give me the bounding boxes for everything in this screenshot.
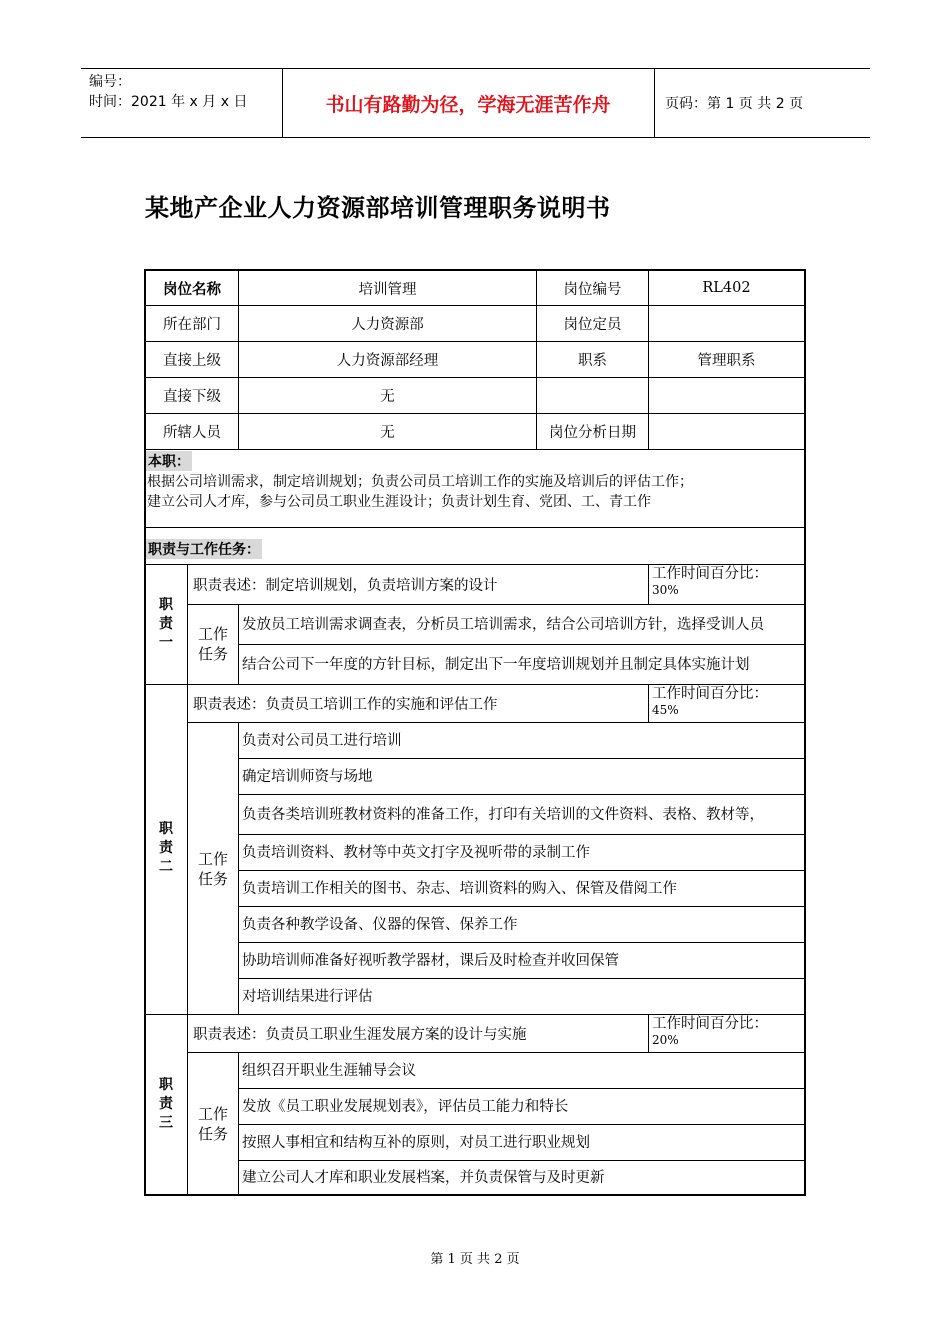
duty-statement: 职责表述：负责员工培训工作的实施和评估工作	[187, 684, 649, 723]
task-item: 负责各种教学设备、仪器的保管、保养工作	[238, 906, 806, 943]
page-footer: 第 1 页 共 2 页	[430, 1252, 520, 1267]
work-label: 工作 任务	[197, 625, 228, 663]
cell-key: 岗位分析日期	[536, 413, 649, 450]
cell-value: 无	[238, 413, 537, 450]
duty-name-text: 职 责 一	[159, 597, 173, 651]
header-motto: 书山有路勤为径，学海无涯苦作舟	[325, 93, 611, 116]
cell-value: 人力资源部	[238, 305, 537, 342]
task-item: 按照人事相宜和结构互补的原则，对员工进行职业规划	[238, 1124, 806, 1161]
task-item: 建立公司人才库和职业发展档案，并负责保管与及时更新	[238, 1160, 806, 1196]
work-label: 工作 任务	[197, 850, 228, 888]
cell-value	[648, 377, 806, 414]
role-line: 建立公司人才库，参与公司员工职业生涯设计；负责计划生育、党团、工、青工作	[147, 494, 651, 510]
cell-value: 管理职系	[648, 341, 806, 378]
header-page-info: 页码：第 1 页 共 2 页	[665, 96, 804, 112]
task-item: 负责对公司员工进行培训	[238, 722, 806, 759]
cell-key: 职系	[536, 341, 649, 378]
cell-key: 直接上级	[144, 341, 239, 378]
cell-key: 所辖人员	[144, 413, 239, 450]
cell-key	[536, 377, 649, 414]
task-item: 组织召开职业生涯辅导会议	[238, 1052, 806, 1089]
percent-label: 工作时间百分比：	[652, 566, 768, 582]
cell-value: 无	[238, 377, 537, 414]
work-label: 工作 任务	[197, 1105, 228, 1143]
role-label: 本职：	[146, 451, 192, 471]
percent-value: 45%	[652, 703, 679, 717]
cell-key: 岗位定员	[536, 305, 649, 342]
task-item: 发放员工培训需求调查表，分析员工培训需求，结合公司培训方针，选择受训人员	[238, 604, 806, 645]
cell-value: RL402	[648, 269, 806, 306]
percent-label: 工作时间百分比：	[652, 1016, 768, 1032]
document-title: 某地产企业人力资源部培训管理职务说明书	[145, 194, 611, 222]
task-item: 发放《员工职业发展规划表》，评估员工能力和特长	[238, 1088, 806, 1125]
date-label: 时间：2021 年 x 月 x 日	[89, 94, 248, 110]
percent-value: 20%	[652, 1033, 679, 1047]
duty-statement: 职责表述：制定培训规划，负责培训方案的设计	[187, 564, 649, 605]
cell-value: 培训管理	[238, 269, 537, 306]
duty-name-text: 职 责 二	[159, 821, 173, 875]
document-header	[81, 68, 870, 138]
task-item: 负责培训资料、教材等中英文打字及视听带的录制工作	[238, 834, 806, 871]
task-item: 对培训结果进行评估	[238, 978, 806, 1015]
percent-label: 工作时间百分比：	[652, 686, 768, 702]
role-line: 根据公司培训需求，制定培训规划；负责公司员工培训工作的实施及培训后的评估工作；	[147, 474, 693, 490]
cell-key: 直接下级	[144, 377, 239, 414]
duty-statement: 职责表述：负责员工职业生涯发展方案的设计与实施	[187, 1014, 649, 1053]
duty-name-text: 职 责 三	[159, 1077, 173, 1131]
duty-percent-cell	[648, 684, 806, 723]
cell-key: 所在部门	[144, 305, 239, 342]
task-item: 负责各类培训班教材资料的准备工作，打印有关培训的文件资料、表格、教材等，	[238, 794, 806, 835]
code-label: 编号：	[89, 74, 131, 90]
duties-label: 职责与工作任务：	[146, 539, 262, 559]
cell-value	[648, 305, 806, 342]
header-meta	[89, 72, 247, 112]
duty-name	[157, 596, 175, 653]
task-item: 协助培训师准备好视听教学器材，课后及时检查并收回保管	[238, 942, 806, 979]
cell-key: 岗位编号	[536, 269, 649, 306]
duty-percent-cell	[648, 1014, 806, 1053]
task-item: 负责培训工作相关的图书、杂志、培训资料的购入、保管及借阅工作	[238, 870, 806, 907]
duty-percent-cell	[648, 564, 806, 605]
duty-name	[157, 820, 175, 877]
cell-value	[648, 413, 806, 450]
task-item: 确定培训师资与场地	[238, 758, 806, 795]
percent-value: 30%	[652, 583, 679, 597]
header-divider	[654, 69, 655, 137]
cell-value: 人力资源部经理	[238, 341, 537, 378]
cell-key: 岗位名称	[144, 269, 239, 306]
duty-name	[157, 1076, 175, 1133]
task-item: 结合公司下一年度的方针目标，制定出下一年度培训规划并且制定具体实施计划	[238, 644, 806, 685]
